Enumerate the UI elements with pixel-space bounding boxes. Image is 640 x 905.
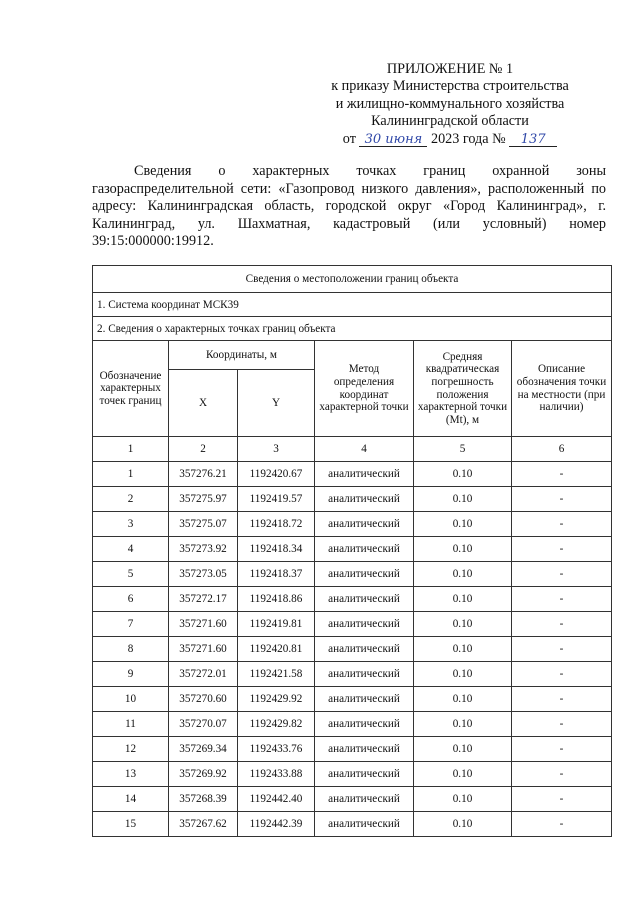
table-row [93, 812, 612, 837]
method: аналитический [315, 612, 414, 637]
coord-x: 357271.60 [169, 612, 238, 637]
mean-error: 0.10 [414, 562, 512, 587]
method: аналитический [315, 637, 414, 662]
header-y: Y [238, 370, 315, 437]
characteristic-points-section: 2. Сведения о характерных точках границ объекта [93, 317, 612, 341]
point-number: 10 [93, 687, 169, 712]
column-number: 1 [93, 437, 169, 462]
intro-text: Сведения о характерных точках границ охранной зоны газораспределительной сети: «Газопровод низкого давления», расположенный по адресу: Калининградская область, городской округ «Город Калининград», г. Калининград, ул. Шахматная, кадастровый (или условный) номер 39:15:000000:19912. [92, 163, 606, 250]
table-row [93, 687, 612, 712]
table-row [93, 562, 612, 587]
point-number: 11 [93, 712, 169, 737]
mean-error: 0.10 [414, 762, 512, 787]
point-number: 12 [93, 737, 169, 762]
table-row [93, 787, 612, 812]
method: аналитический [315, 787, 414, 812]
column-number: 2 [169, 437, 238, 462]
method: аналитический [315, 687, 414, 712]
method: аналитический [315, 512, 414, 537]
date-prefix: от [342, 130, 356, 147]
table-row [93, 587, 612, 612]
appendix-title: ПРИЛОЖЕНИЕ № 1 [386, 61, 514, 77]
mean-error: 0.10 [414, 537, 512, 562]
coord-y: 1192418.37 [238, 562, 315, 587]
mean-error: 0.10 [414, 512, 512, 537]
header-point-designation: Обозначение характерных точек границ [93, 341, 169, 437]
handwritten-order-number: 137 [509, 133, 557, 147]
point-number: 1 [93, 462, 169, 487]
point-number: 4 [93, 537, 169, 562]
coord-y: 1192421.58 [238, 662, 315, 687]
coord-y: 1192420.67 [238, 462, 315, 487]
header-method: Метод определения координат характерной точки [315, 341, 414, 437]
coord-x: 357275.97 [169, 487, 238, 512]
header-description: Описание обозначения точки на местности (при наличии) [512, 341, 612, 437]
coord-x: 357272.01 [169, 662, 238, 687]
date-suffix: 2023 года № [430, 130, 506, 147]
table-row [93, 737, 612, 762]
mean-error: 0.10 [414, 462, 512, 487]
mean-error: 0.10 [414, 712, 512, 737]
table-title: Сведения о местоположении границ объекта [93, 266, 612, 293]
coord-x: 357270.07 [169, 712, 238, 737]
method: аналитический [315, 812, 414, 837]
order-line-4: Калининградской области [371, 113, 529, 130]
coord-x: 357272.17 [169, 587, 238, 612]
description: - [512, 787, 612, 812]
column-number: 5 [414, 437, 512, 462]
point-number: 9 [93, 662, 169, 687]
description: - [512, 662, 612, 687]
description: - [512, 737, 612, 762]
description: - [512, 512, 612, 537]
mean-error: 0.10 [414, 737, 512, 762]
table-row [93, 537, 612, 562]
description: - [512, 612, 612, 637]
coord-x: 357273.92 [169, 537, 238, 562]
coord-y: 1192433.88 [238, 762, 315, 787]
point-number: 6 [93, 587, 169, 612]
mean-error: 0.10 [414, 662, 512, 687]
order-date-line [300, 131, 600, 148]
boundary-points-table [92, 265, 612, 837]
point-number: 3 [93, 512, 169, 537]
coord-y: 1192433.76 [238, 737, 315, 762]
coord-y: 1192419.81 [238, 612, 315, 637]
mean-error: 0.10 [414, 637, 512, 662]
description: - [512, 487, 612, 512]
description: - [512, 562, 612, 587]
order-line-3: и жилищно-коммунального хозяйства [335, 95, 565, 112]
description: - [512, 812, 612, 837]
coord-y: 1192418.72 [238, 512, 315, 537]
mean-error: 0.10 [414, 612, 512, 637]
column-number: 3 [238, 437, 315, 462]
coord-y: 1192429.82 [238, 712, 315, 737]
mean-error: 0.10 [414, 687, 512, 712]
coord-x: 357271.60 [169, 637, 238, 662]
mean-error: 0.10 [414, 812, 512, 837]
coord-x: 357270.60 [169, 687, 238, 712]
coord-x: 357267.62 [169, 812, 238, 837]
coordinate-system-row: 1. Система координат МСК39 [93, 293, 612, 317]
point-number: 13 [93, 762, 169, 787]
handwritten-date: 30 июня [359, 133, 427, 147]
mean-error: 0.10 [414, 787, 512, 812]
header-mean-error: Средняя квадратическая погрешность положения характерной точки (Mt), м [414, 341, 512, 437]
method: аналитический [315, 487, 414, 512]
point-number: 14 [93, 787, 169, 812]
description: - [512, 687, 612, 712]
coord-x: 357269.92 [169, 762, 238, 787]
coord-x: 357273.05 [169, 562, 238, 587]
mean-error: 0.10 [414, 487, 512, 512]
table-row [93, 487, 612, 512]
description: - [512, 537, 612, 562]
description: - [512, 462, 612, 487]
point-number: 15 [93, 812, 169, 837]
column-number-row [93, 437, 612, 462]
method: аналитический [315, 562, 414, 587]
point-number: 5 [93, 562, 169, 587]
table-row [93, 662, 612, 687]
intro-paragraph [92, 163, 606, 251]
coord-y: 1192442.40 [238, 787, 315, 812]
method: аналитический [315, 737, 414, 762]
coord-y: 1192418.86 [238, 587, 315, 612]
coord-x: 357269.34 [169, 737, 238, 762]
point-number: 2 [93, 487, 169, 512]
table-row [93, 637, 612, 662]
table-row [93, 612, 612, 637]
point-number: 8 [93, 637, 169, 662]
coord-y: 1192420.81 [238, 637, 315, 662]
order-line-2: к приказу Министерства строительства [331, 78, 569, 95]
coord-y: 1192429.92 [238, 687, 315, 712]
appendix-header [300, 61, 600, 148]
description: - [512, 587, 612, 612]
description: - [512, 637, 612, 662]
header-coordinates: Координаты, м [169, 341, 315, 370]
point-number: 7 [93, 612, 169, 637]
table-row [93, 462, 612, 487]
method: аналитический [315, 462, 414, 487]
method: аналитический [315, 662, 414, 687]
method: аналитический [315, 762, 414, 787]
method: аналитический [315, 712, 414, 737]
method: аналитический [315, 537, 414, 562]
coord-x: 357268.39 [169, 787, 238, 812]
coord-y: 1192418.34 [238, 537, 315, 562]
coord-y: 1192419.57 [238, 487, 315, 512]
description: - [512, 762, 612, 787]
column-number: 6 [512, 437, 612, 462]
header-x: X [169, 370, 238, 437]
mean-error: 0.10 [414, 587, 512, 612]
description: - [512, 712, 612, 737]
coord-x: 357275.07 [169, 512, 238, 537]
table-row [93, 712, 612, 737]
coord-y: 1192442.39 [238, 812, 315, 837]
column-number: 4 [315, 437, 414, 462]
coord-x: 357276.21 [169, 462, 238, 487]
table-row [93, 762, 612, 787]
table-row [93, 512, 612, 537]
method: аналитический [315, 587, 414, 612]
